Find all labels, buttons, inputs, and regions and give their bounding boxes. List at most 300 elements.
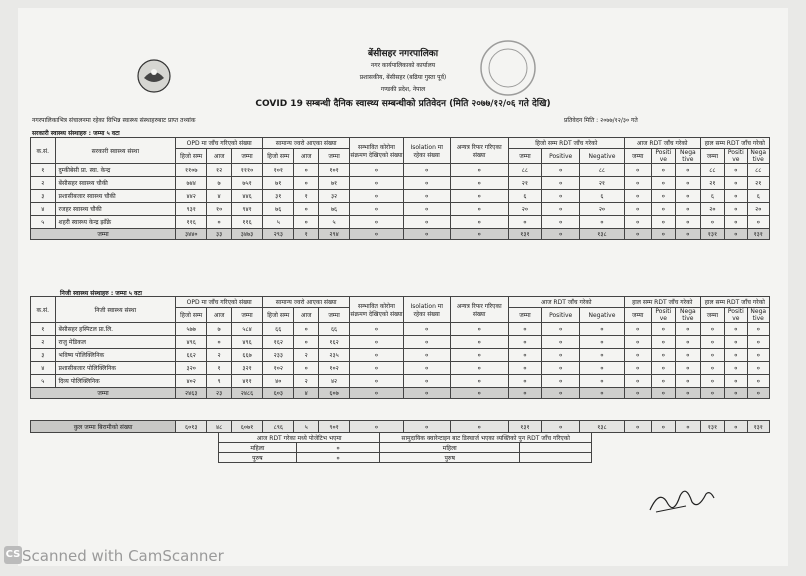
table-row <box>31 216 770 229</box>
rdt-total-cell: १३१ <box>747 229 770 240</box>
table-row <box>31 349 770 362</box>
rdt-total-cell: ० <box>700 323 725 336</box>
rdt-prev-cell: ० <box>542 375 580 388</box>
rdt-prev-cell: ८८ <box>508 164 541 177</box>
rdt-prev-cell: २० <box>580 203 625 216</box>
referred-cell: ० <box>450 388 508 399</box>
fever-cell: ६०३ <box>263 388 294 399</box>
rdt-prev-cell: ० <box>542 190 580 203</box>
rdt-total-cell: ० <box>725 336 747 349</box>
rdt-today-cell: ० <box>676 203 701 216</box>
suspect-cell: ० <box>350 349 404 362</box>
gender-breakdown-table <box>218 432 592 463</box>
opd-cell: ४०२ <box>176 375 207 388</box>
fever-cell: १६२ <box>318 336 349 349</box>
rdt-today-cell: ० <box>624 388 651 399</box>
rdt-today-cell: ० <box>676 229 701 240</box>
rdt-total-cell: ८८ <box>700 164 725 177</box>
col-institution: निजी स्वास्थ्य संस्था <box>55 297 176 323</box>
sub-negative: Negative <box>580 308 625 323</box>
private-institutions-table <box>30 296 770 399</box>
rdt-today-cell: ० <box>624 421 651 433</box>
opd-cell: ६०७१ <box>231 421 262 433</box>
col-rdt-total: हाल सम्म RDT जाँच गरेको <box>700 138 769 149</box>
gov-table-body <box>31 164 770 240</box>
rdt-today-cell: ० <box>676 349 701 362</box>
rdt-prev-cell: ० <box>580 349 625 362</box>
sub-negative: Nega tive <box>676 149 701 164</box>
rdt-prev-cell: २१ <box>508 177 541 190</box>
suspect-cell: ० <box>350 362 404 375</box>
opd-cell: ४९६ <box>176 336 207 349</box>
opd-cell: ७५१ <box>231 177 262 190</box>
opd-cell: १११० <box>231 164 262 177</box>
opd-cell: ४९६ <box>231 336 262 349</box>
referred-cell: ० <box>450 190 508 203</box>
total-label: जम्मा <box>31 388 176 399</box>
sub-total: जम्मा <box>231 308 262 323</box>
sub-today: आज <box>294 149 319 164</box>
rdt-today-cell: ० <box>624 229 651 240</box>
col-suspect: सम्भावित कोरोना संक्रमण देखिएको संख्या <box>350 138 404 164</box>
rdt-today-cell: ० <box>624 323 651 336</box>
row-institution-name: बेंसीसहर स्वास्थ्य चौकी <box>55 177 176 190</box>
row-institution-name: भविष्य पोलिक्लिनिक <box>55 349 176 362</box>
fever-cell: ४ <box>294 388 319 399</box>
opd-cell: ७४४ <box>176 177 207 190</box>
fever-cell: ५ <box>294 421 319 433</box>
opd-cell: ५८४ <box>231 323 262 336</box>
rdt-total-cell: ० <box>725 362 747 375</box>
suspect-cell: ० <box>350 203 404 216</box>
rdt-prev-cell: ० <box>542 164 580 177</box>
isolation-cell: ० <box>403 203 450 216</box>
rdt-prev-cell: ८८ <box>580 164 625 177</box>
fever-cell: ६६ <box>263 323 294 336</box>
opd-cell: ९ <box>207 375 232 388</box>
row-sn: ५ <box>31 375 56 388</box>
rdt-prev-cell: १३१ <box>508 421 541 433</box>
row-sn: ४ <box>31 362 56 375</box>
isolation-cell: ० <box>403 229 450 240</box>
rdt-today-cell: ० <box>624 177 651 190</box>
row-institution-name: शहरी स्वास्थ्य केन्द्र झाँक्रे <box>55 216 176 229</box>
rdt-total-cell: २० <box>700 203 725 216</box>
rdt-total-cell: २० <box>747 203 770 216</box>
gender-left-title: आज RDT गरेका मध्ये पोजेटिभ भएमा <box>219 433 380 443</box>
report-date: प्रतिवेदन मिति : २०७७/१२/३० गते <box>564 117 638 124</box>
rdt-prev-cell: ० <box>580 388 625 399</box>
sub-today: आज <box>207 149 232 164</box>
opd-cell: ११६ <box>176 216 207 229</box>
rdt-prev-cell: ० <box>542 229 580 240</box>
sub-positive: Positive <box>542 149 580 164</box>
sub-total: जम्मा <box>318 149 349 164</box>
col-isolation: Isolation मा रहेका संख्या <box>403 138 450 164</box>
col-rdt-total: हाल सम्म RDT जाँच गरेको <box>700 297 769 308</box>
row-sn: २ <box>31 336 56 349</box>
suspect-cell: ० <box>350 229 404 240</box>
opd-cell: ० <box>207 216 232 229</box>
rdt-prev-cell: २१ <box>580 177 625 190</box>
opd-cell: ६६७ <box>231 349 262 362</box>
isolation-cell: ० <box>403 164 450 177</box>
row-sn: २ <box>31 177 56 190</box>
rdt-total-cell: ० <box>725 164 747 177</box>
opd-cell: ११६ <box>231 216 262 229</box>
rdt-prev-cell: ० <box>580 375 625 388</box>
isolation-cell: ० <box>403 190 450 203</box>
table-row <box>31 177 770 190</box>
rdt-prev-cell: १३१ <box>508 229 541 240</box>
rdt-total-cell: ० <box>725 203 747 216</box>
col-referred: अन्यत्र रिफर गरिएका संख्या <box>450 138 508 164</box>
fever-cell: १०२ <box>318 362 349 375</box>
fever-cell: २ <box>294 375 319 388</box>
rdt-total-cell: १३१ <box>700 229 725 240</box>
referred-cell: ० <box>450 336 508 349</box>
row-sn: ३ <box>31 190 56 203</box>
rdt-today-cell: ० <box>651 362 676 375</box>
total-label: जम्मा <box>31 229 176 240</box>
opd-cell: ३२१ <box>231 362 262 375</box>
grand-total-body <box>31 421 770 433</box>
row-sn: ३ <box>31 349 56 362</box>
rdt-total-cell: ० <box>747 362 770 375</box>
rdt-prev-cell: ० <box>542 362 580 375</box>
rdt-prev-cell: ० <box>580 323 625 336</box>
female-value: ० <box>296 443 380 453</box>
suspect-cell: ० <box>350 375 404 388</box>
sub-negative: Nega tive <box>747 308 770 323</box>
fever-cell: ० <box>294 336 319 349</box>
fever-cell: ६६ <box>318 323 349 336</box>
rdt-today-cell: ० <box>624 336 651 349</box>
grand-total-row <box>31 421 770 433</box>
row-institution-name: प्रशासीबजार स्वास्थ्य चौकी <box>55 190 176 203</box>
opd-cell: ४४६ <box>231 190 262 203</box>
rdt-total-cell: ० <box>725 421 747 433</box>
rdt-total-cell: ० <box>700 388 725 399</box>
fever-cell: ० <box>294 203 319 216</box>
rdt-today-cell: ० <box>676 388 701 399</box>
rdt-today-cell: ० <box>676 421 701 433</box>
isolation-cell: ० <box>403 362 450 375</box>
col-opd: OPD मा जाँच गरिएको संख्या <box>176 138 263 149</box>
rdt-total-cell: ० <box>725 177 747 190</box>
rdt-today-cell: ० <box>676 323 701 336</box>
rdt-total-cell: ० <box>725 229 747 240</box>
suspect-cell: ० <box>350 190 404 203</box>
fever-cell: ७६ <box>318 203 349 216</box>
sub-total: जम्मा <box>624 149 651 164</box>
isolation-cell: ० <box>403 375 450 388</box>
sub-positive: Positi ve <box>651 308 676 323</box>
opd-cell: ३४४० <box>176 229 207 240</box>
col-institution: सरकारी स्वास्थ्य संस्था <box>55 138 176 164</box>
rdt-today-cell: ० <box>651 164 676 177</box>
referred-cell: ० <box>450 375 508 388</box>
opd-cell: ० <box>207 336 232 349</box>
fever-cell: २ <box>294 349 319 362</box>
rdt-total-cell: ० <box>700 216 725 229</box>
org-name: बेंसीसहर नगरपालिका <box>367 49 439 59</box>
opd-cell: ४८ <box>207 421 232 433</box>
opd-cell: ९४१ <box>231 203 262 216</box>
col-rdt-today: आज RDT जाँच गरेको <box>624 138 700 149</box>
sub-positive: Positive <box>542 308 580 323</box>
col-sn: क.सं. <box>31 138 56 164</box>
fever-cell: १६२ <box>263 336 294 349</box>
fever-cell: ३१ <box>263 190 294 203</box>
rdt-total-cell: ० <box>747 336 770 349</box>
rdt-prev-cell: ० <box>508 375 541 388</box>
rdt-prev-cell: १३८ <box>580 229 625 240</box>
col-rdt-till-date: हिजो सम्म RDT जाँच गरेको <box>508 138 624 149</box>
fever-cell: ७६ <box>263 203 294 216</box>
province-name: गण्डकी प्रदेश, नेपाल <box>380 86 426 93</box>
sub-till-date: हिजो सम्म <box>263 308 294 323</box>
suspect-cell: ० <box>350 177 404 190</box>
row-sn: ४ <box>31 203 56 216</box>
rdt-today-cell: ० <box>651 177 676 190</box>
opd-cell: ६६२ <box>176 349 207 362</box>
suspect-cell: ० <box>350 421 404 433</box>
sub-today: आज <box>207 308 232 323</box>
opd-cell: २ <box>207 349 232 362</box>
fever-cell: २९४ <box>318 229 349 240</box>
fever-cell: ४० <box>263 375 294 388</box>
rdt-total-cell: ० <box>725 323 747 336</box>
col-fever: सामान्य ज्वरो आएका संख्या <box>263 297 350 308</box>
sub-total: जम्मा <box>700 308 725 323</box>
isolation-cell: ० <box>403 349 450 362</box>
female-label: महिला <box>380 443 520 453</box>
sub-positive: Positi ve <box>651 149 676 164</box>
referred-cell: ० <box>450 216 508 229</box>
rdt-prev-cell: ० <box>542 216 580 229</box>
referred-cell: ० <box>450 362 508 375</box>
fever-cell: ० <box>294 323 319 336</box>
total-row <box>31 229 770 240</box>
rdt-prev-cell: ० <box>508 388 541 399</box>
gov-institutions-table <box>30 137 770 240</box>
rdt-total-cell: ० <box>747 216 770 229</box>
opd-cell: २४८६ <box>231 388 262 399</box>
opd-cell: १० <box>207 203 232 216</box>
rdt-prev-cell: ० <box>580 336 625 349</box>
referred-cell: ० <box>450 421 508 433</box>
referred-cell: ० <box>450 164 508 177</box>
opd-cell: ७ <box>207 177 232 190</box>
rdt-total-cell: ० <box>725 349 747 362</box>
rdt-total-cell: २१ <box>747 177 770 190</box>
rdt-today-cell: ० <box>624 190 651 203</box>
fever-cell: ९०१ <box>318 421 349 433</box>
rdt-total-cell: ० <box>725 216 747 229</box>
rdt-today-cell: ० <box>651 349 676 362</box>
sub-negative: Nega tive <box>747 149 770 164</box>
rdt-prev-cell: ० <box>508 362 541 375</box>
opd-cell: ३४७३ <box>231 229 262 240</box>
grand-total-label: कुल जम्मा बिरामीको संख्या <box>31 421 176 433</box>
fever-cell: ० <box>294 177 319 190</box>
rdt-total-cell: ६ <box>747 190 770 203</box>
isolation-cell: ० <box>403 388 450 399</box>
col-suspect: सम्भावित कोरोना संक्रमण देखिएको संख्या <box>350 297 404 323</box>
fever-cell: ५ <box>318 216 349 229</box>
rdt-today-cell: ० <box>676 164 701 177</box>
isolation-cell: ० <box>403 323 450 336</box>
opd-cell: ४११ <box>231 375 262 388</box>
rdt-prev-cell: ६ <box>508 190 541 203</box>
rdt-prev-cell: ० <box>580 216 625 229</box>
fever-cell: ५ <box>263 216 294 229</box>
sub-total: जम्मा <box>508 149 541 164</box>
rdt-today-cell: ० <box>651 336 676 349</box>
sub-till-date: हिजो सम्म <box>176 149 207 164</box>
rdt-today-cell: ० <box>651 229 676 240</box>
table-row <box>31 164 770 177</box>
rdt-prev-cell: ० <box>580 362 625 375</box>
fever-cell: ६०७ <box>318 388 349 399</box>
isolation-cell: ० <box>403 336 450 349</box>
row-institution-name: राजु मेडिकल <box>55 336 176 349</box>
rdt-today-cell: ० <box>624 362 651 375</box>
sub-total: जम्मा <box>624 308 651 323</box>
rdt-total-cell: ० <box>725 190 747 203</box>
rdt-today-cell: ० <box>651 216 676 229</box>
suspect-cell: ० <box>350 216 404 229</box>
rdt-prev-cell: ६ <box>580 190 625 203</box>
sub-total: जम्मा <box>508 308 541 323</box>
rdt-today-cell: ० <box>651 421 676 433</box>
rdt-today-cell: ० <box>651 323 676 336</box>
table-row <box>31 323 770 336</box>
private-table-body <box>31 323 770 399</box>
rdt-total-cell: ० <box>747 388 770 399</box>
suspect-cell: ० <box>350 323 404 336</box>
col-referred: अन्यत्र रिफर गरिएका संख्या <box>450 297 508 323</box>
male-label: पुरुष <box>219 453 297 463</box>
row-institution-name: बेंसीसहर हस्पिटल प्रा.लि. <box>55 323 176 336</box>
fever-cell: ० <box>294 216 319 229</box>
rdt-prev-cell: ० <box>542 388 580 399</box>
sub-till-date: हिजो सम्म <box>176 308 207 323</box>
table-row <box>31 362 770 375</box>
rdt-prev-cell: ० <box>542 177 580 190</box>
rdt-prev-cell: ० <box>508 216 541 229</box>
rdt-today-cell: ० <box>624 349 651 362</box>
col-rdt-total: हाल सम्म RDT जाँच गरेको <box>624 297 700 308</box>
rdt-today-cell: ० <box>651 388 676 399</box>
col-isolation: Isolation मा रहेका संख्या <box>403 297 450 323</box>
rdt-total-cell: ० <box>700 375 725 388</box>
rdt-today-cell: ० <box>676 375 701 388</box>
rdt-today-cell: ० <box>624 203 651 216</box>
opd-cell: ३३ <box>207 229 232 240</box>
rdt-total-cell: २१ <box>700 177 725 190</box>
opd-cell: ७ <box>207 323 232 336</box>
isolation-cell: ० <box>403 216 450 229</box>
col-sn: क.सं. <box>31 297 56 323</box>
opd-cell: ३२० <box>176 362 207 375</box>
rdt-prev-cell: ० <box>508 323 541 336</box>
suspect-cell: ० <box>350 336 404 349</box>
fever-cell: ७१ <box>318 177 349 190</box>
rdt-today-cell: ० <box>651 375 676 388</box>
suspect-cell: ० <box>350 388 404 399</box>
rdt-total-cell: ० <box>725 375 747 388</box>
rdt-today-cell: ० <box>624 164 651 177</box>
rdt-prev-cell: ० <box>508 336 541 349</box>
sub-positive: Positi ve <box>725 149 747 164</box>
fever-cell: २३५ <box>318 349 349 362</box>
opd-cell: ४४२ <box>176 190 207 203</box>
rdt-today-cell: ० <box>624 216 651 229</box>
table-row <box>31 190 770 203</box>
male-label: पुरुष <box>380 453 520 463</box>
female-value-right <box>520 443 592 453</box>
report-subtitle: नगरपालिकाभित्र संचालनमा रहेका विभिन्न स्वास्थ्य संस्थाहरुबाट प्राप्त तथ्यांक <box>32 117 196 124</box>
female-label: महिला <box>219 443 297 453</box>
sub-total: जम्मा <box>231 149 262 164</box>
report-header <box>18 48 788 110</box>
rdt-today-cell: ० <box>651 203 676 216</box>
opd-cell: ९३१ <box>176 203 207 216</box>
isolation-cell: ० <box>403 177 450 190</box>
office-name: नगर कार्यपालिकाको कार्यालय <box>370 62 436 69</box>
rdt-total-cell: १३१ <box>700 421 725 433</box>
table-row <box>31 375 770 388</box>
private-section-label: निजी स्वास्थ्य संस्थाहरु : जम्मा ५ वटा <box>60 290 142 297</box>
fever-cell: १ <box>294 229 319 240</box>
rdt-total-cell: ० <box>747 375 770 388</box>
opd-cell: २३ <box>207 388 232 399</box>
gov-section-label: सरकारी स्वास्थ्य संस्थाहरु : जम्मा ५ वटा <box>32 130 120 137</box>
col-rdt-today: आज RDT जाँच गरेको <box>508 297 624 308</box>
opd-cell: १ <box>207 362 232 375</box>
fever-cell: ३२ <box>318 190 349 203</box>
male-value-right <box>520 453 592 463</box>
rdt-prev-cell: ० <box>542 421 580 433</box>
table-row <box>31 203 770 216</box>
fever-cell: ४२ <box>318 375 349 388</box>
opd-cell: ५७७ <box>176 323 207 336</box>
rdt-today-cell: ० <box>676 336 701 349</box>
rdt-total-cell: ० <box>700 349 725 362</box>
opd-cell: ४ <box>207 190 232 203</box>
rdt-prev-cell: ० <box>542 323 580 336</box>
fever-cell: १ <box>294 190 319 203</box>
referred-cell: ० <box>450 177 508 190</box>
rdt-total-cell: ० <box>725 388 747 399</box>
row-sn: १ <box>31 164 56 177</box>
referred-cell: ० <box>450 229 508 240</box>
fever-cell: ७१ <box>263 177 294 190</box>
rdt-total-cell: ० <box>747 349 770 362</box>
fever-cell: १०१ <box>263 164 294 177</box>
row-institution-name: प्रशासीबजार पोलिक्लिनिक <box>55 362 176 375</box>
sub-till-date: हिजो सम्म <box>263 149 294 164</box>
opd-cell: ११०७ <box>176 164 207 177</box>
opd-cell: १२ <box>207 164 232 177</box>
sub-today: आज <box>294 308 319 323</box>
row-institution-name: रजहर स्वास्थ्य चौकी <box>55 203 176 216</box>
rdt-today-cell: ० <box>624 375 651 388</box>
rdt-prev-cell: २० <box>508 203 541 216</box>
rdt-today-cell: ० <box>676 190 701 203</box>
